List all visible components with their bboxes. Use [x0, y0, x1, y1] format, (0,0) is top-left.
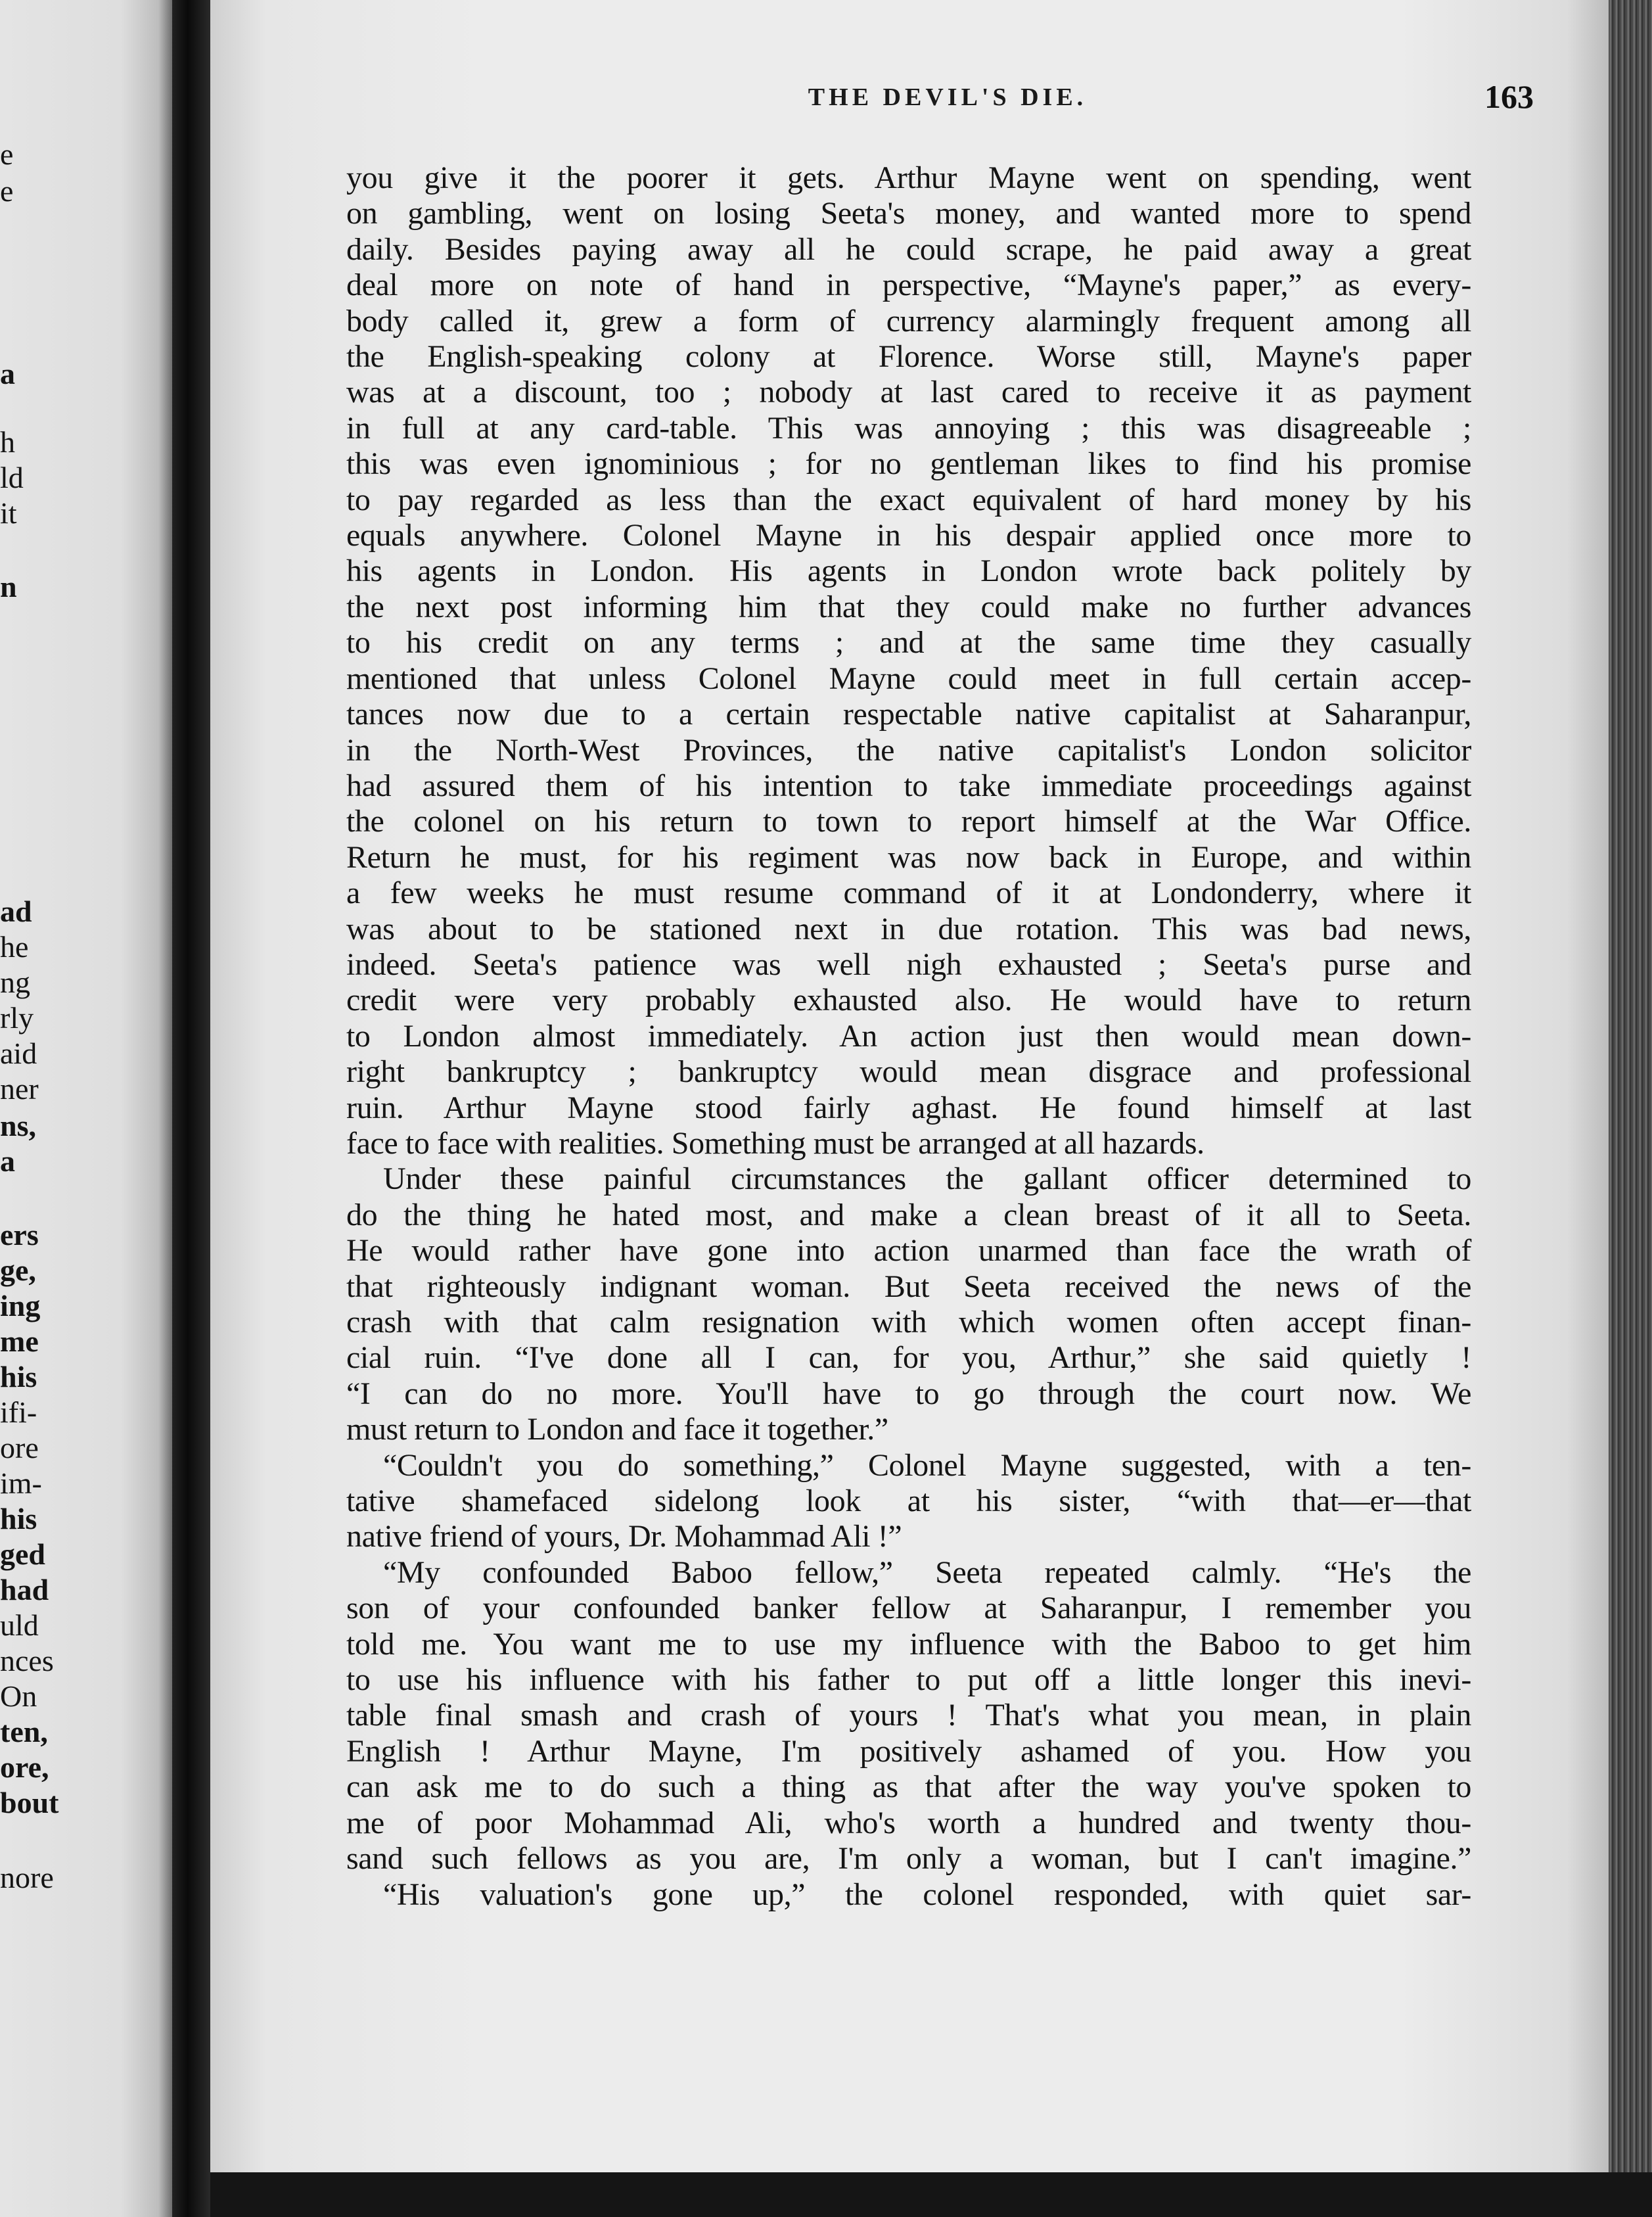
left-page-fragment: a: [0, 357, 15, 390]
left-page-fragment: uld: [0, 1608, 39, 1642]
text-line: do the thing he hated most, and make a clean breast of it all to Seeta.: [346, 1197, 1471, 1232]
running-title: THE DEVIL'S DIE.: [808, 83, 1088, 111]
left-page-fragment: ing: [0, 1289, 41, 1322]
left-page-fragment: n: [0, 570, 17, 603]
text-line: face to face with realities. Something must be arranged at all hazards.: [346, 1125, 1205, 1161]
text-line: can ask me to do such a thing as that after the way you've spoken to: [346, 1769, 1471, 1805]
left-page-fragment: bout: [0, 1786, 59, 1819]
text-line: me of poor Mohammad Ali, who's worth a hundred and twenty thou-: [346, 1805, 1471, 1840]
text-line: equals anywhere. Colonel Mayne in his despair applied once more to: [346, 518, 1471, 553]
left-page-fragment: ten,: [0, 1715, 48, 1748]
left-page-fragment: ng: [0, 966, 30, 999]
text-line: must return to London and face it together.”: [346, 1412, 888, 1447]
text-line: table final smash and crash of yours ! That's what you mean, in plain: [346, 1698, 1471, 1733]
text-line: in full at any card-table. This was annoying ; this was disagreeable ;: [346, 410, 1471, 446]
text-line: to pay regarded as less than the exact equivalent of hard money by his: [346, 482, 1471, 517]
text-line: sand such fellows as you are, I'm only a woman, but I can't imagine.”: [346, 1841, 1471, 1877]
text-line: Return he must, for his regiment was now back in Europe, and within: [346, 839, 1471, 875]
left-page-fragment: me: [0, 1324, 39, 1358]
text-line: “His valuation's gone up,” the colonel responded, with quiet sar-: [383, 1877, 1471, 1912]
text-line: the next post informing him that they could make no further advances: [346, 589, 1471, 624]
text-line: was about to be stationed next in due rotation. This was bad news,: [346, 911, 1471, 946]
left-page-fragment: im-: [0, 1466, 42, 1500]
left-page-fragment: a: [0, 1144, 15, 1178]
left-page-fragment: ner: [0, 1072, 39, 1106]
text-line: He would rather have gone into action unarmed than face the wrath of: [346, 1233, 1471, 1269]
left-page-fragment: e: [0, 174, 14, 208]
text-line: the English-speaking colony at Florence. Worse still, Mayne's paper: [346, 339, 1471, 375]
left-page-fragment: it: [0, 496, 17, 530]
left-page-margin: [0, 0, 172, 2217]
left-page-fragment: ifi-: [0, 1395, 37, 1429]
text-line: deal more on note of hand in perspective, “Mayne's paper,” as every-: [346, 268, 1471, 303]
text-line: right bankruptcy ; bankruptcy would mean disgrace and professional: [346, 1054, 1471, 1090]
text-line: “I can do no more. You'll have to go through the court now. We: [346, 1376, 1471, 1411]
left-page-fragment: aid: [0, 1037, 37, 1070]
text-line: his agents in London. His agents in London wrote back politely by: [346, 553, 1471, 589]
text-line: the colonel on his return to town to report himself at the War Office.: [346, 804, 1471, 839]
left-page-fragment: ns,: [0, 1109, 36, 1142]
text-line: credit were very probably exhausted also. He would have to return: [346, 983, 1471, 1018]
text-line: native friend of yours, Dr. Mohammad Ali !”: [346, 1519, 902, 1554]
text-line: cial ruin. “I've done all I can, for you, Arthur,” she said quietly !: [346, 1340, 1471, 1376]
text-line: “Couldn't you do something,” Colonel Mayne suggested, with a ten-: [383, 1447, 1471, 1483]
text-line: daily. Besides paying away all he could scrape, he paid away a great: [346, 231, 1471, 267]
left-page-fragment: ad: [0, 895, 32, 928]
text-line: you give it the poorer it gets. Arthur Mayne went on spending, went: [346, 160, 1471, 195]
left-page-fragment: ore: [0, 1431, 39, 1464]
text-line: on gambling, went on losing Seeta's money, and wanted more to spend: [346, 196, 1471, 231]
text-line: to his credit on any terms ; and at the same time they casually: [346, 625, 1471, 661]
text-line: Under these painful circumstances the gallant officer determined to: [383, 1161, 1471, 1197]
left-page-fragment: had: [0, 1573, 49, 1606]
text-line: was at a discount, too ; nobody at last cared to receive it as payment: [346, 375, 1471, 410]
text-line: tative shamefaced sidelong look at his sister, “with that—er—that: [346, 1483, 1471, 1519]
left-page-fragment: e: [0, 137, 14, 171]
book-gutter: [172, 0, 210, 2217]
left-page-fragment: he: [0, 930, 29, 964]
page-header: [361, 78, 1534, 117]
text-line: crash with that calm resignation with which women often accept finan-: [346, 1305, 1471, 1340]
text-line: son of your confounded banker fellow at Saharanpur, I remember you: [346, 1591, 1471, 1626]
body-text: [346, 160, 1471, 1913]
left-page-fragment: his: [0, 1360, 37, 1393]
text-line: “My confounded Baboo fellow,” Seeta repeated calmly. “He's the: [383, 1554, 1471, 1590]
text-line: a few weeks he must resume command of it at Londonderry, where it: [346, 875, 1471, 911]
text-line: had assured them of his intention to take immediate proceedings against: [346, 768, 1471, 803]
left-page-fragment: ged: [0, 1537, 45, 1571]
left-page-fragment: h: [0, 425, 15, 459]
text-line: told me. You want me to use my influence with the Baboo to get him: [346, 1626, 1471, 1662]
left-page-fragment: ers: [0, 1218, 39, 1251]
text-line: indeed. Seeta's patience was well nigh exhausted ; Seeta's purse and: [346, 946, 1471, 982]
text-line: mentioned that unless Colonel Mayne could meet in full certain accep-: [346, 661, 1471, 696]
left-page-fragment: his: [0, 1502, 37, 1535]
book-page: [210, 0, 1609, 2172]
text-line: this was even ignominious ; for no gentleman likes to find his promise: [346, 446, 1471, 482]
text-line: ruin. Arthur Mayne stood fairly aghast. He found himself at last: [346, 1090, 1471, 1125]
text-line: tances now due to a certain respectable native capitalist at Saharanpur,: [346, 697, 1471, 732]
text-line: body called it, grew a form of currency alarmingly frequent among all: [346, 303, 1471, 338]
left-page-fragment: nore: [0, 1861, 54, 1894]
left-page-fragment: ore,: [0, 1750, 49, 1784]
left-page-fragment: ge,: [0, 1253, 36, 1287]
text-line: in the North-West Provinces, the native capitalist's London solicitor: [346, 732, 1471, 768]
left-page-fragment: ld: [0, 461, 24, 494]
page-edges: [1609, 0, 1652, 2217]
text-line: to London almost immediately. An action just then would mean down-: [346, 1018, 1471, 1054]
text-line: English ! Arthur Mayne, I'm positively ashamed of you. How you: [346, 1733, 1471, 1769]
text-line: that righteously indignant woman. But Seeta received the news of the: [346, 1269, 1471, 1304]
left-page-fragment: On: [0, 1679, 37, 1713]
left-page-fragment: nces: [0, 1644, 54, 1677]
text-line: to use his influence with his father to put off a little longer this inevi-: [346, 1662, 1471, 1698]
bottom-shadow: [210, 2172, 1652, 2217]
page-number: 163: [1484, 78, 1534, 115]
left-page-fragment: rly: [0, 1001, 34, 1035]
